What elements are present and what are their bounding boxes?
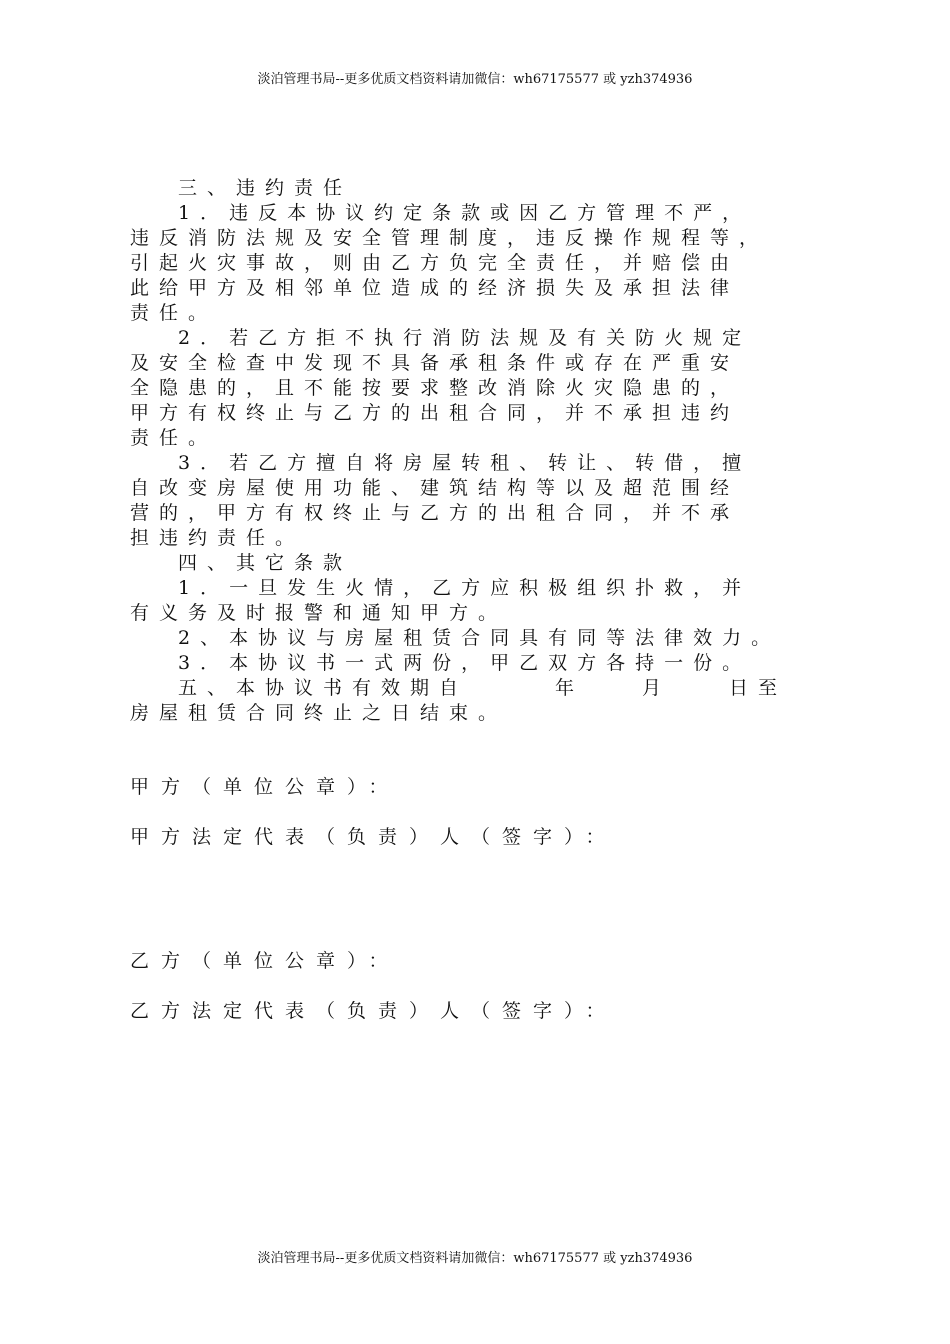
- paragraph-line: 1．违反本协议约定条款或因乙方管理不严，: [178, 202, 752, 224]
- party-b-seal-label: 乙方（单位公章）：: [130, 950, 400, 972]
- paragraph-line: 甲方有权终止与乙方的出租合同，并不承担违约: [130, 402, 740, 424]
- section-heading-other: 四、其它条款: [178, 552, 353, 574]
- party-a-representative-label: 甲方法定代表（负责）人（签字）：: [130, 826, 617, 848]
- paragraph-line: 房屋租赁合同终止之日结束。: [130, 702, 508, 724]
- paragraph-line: 1．一旦发生火情，乙方应积极组织扑救，并: [178, 577, 752, 599]
- paragraph-line: 违反消防法规及安全管理制度，违反操作规程等，: [130, 227, 769, 249]
- paragraph-line: 有义务及时报警和通知甲方。: [130, 602, 508, 624]
- page-footer: 淡泊管理书局--更多优质文档资料请加微信：wh67175577 或 yzh374936: [257, 1251, 693, 1266]
- paragraph-line: 3．若乙方擅自将房屋转租、转让、转借，擅: [178, 452, 752, 474]
- paragraph-line: 2、本协议与房屋租赁合同具有同等法律效力。: [178, 627, 781, 649]
- paragraph-line: 全隐患的，且不能按要求整改消除火灾隐患的，: [130, 377, 740, 399]
- paragraph-line: 及安全检查中发现不具备承租条件或存在严重安: [130, 352, 740, 374]
- paragraph-line: 责任。: [130, 427, 218, 449]
- paragraph-line: 2．若乙方拒不执行消防法规及有关防火规定: [178, 327, 752, 349]
- party-a-seal-label: 甲方（单位公章）：: [130, 776, 400, 798]
- section-heading-breach: 三、违约责任: [178, 177, 353, 199]
- contract-body: [130, 176, 840, 726]
- party-b-representative-label: 乙方法定代表（负责）人（签字）：: [130, 1000, 617, 1022]
- paragraph-line: 此给甲方及相邻单位造成的经济损失及承担法律: [130, 277, 740, 299]
- paragraph-line: 引起火灾事故，则由乙方负完全责任，并赔偿由: [130, 252, 740, 274]
- paragraph-line: 3．本协议书一式两份，甲乙双方各持一份。: [178, 652, 752, 674]
- paragraph-line: 责任。: [130, 302, 218, 324]
- paragraph-line: 自改变房屋使用功能、建筑结构等以及超范围经: [130, 477, 740, 499]
- paragraph-line: 营的，甲方有权终止与乙方的出租合同，并不承: [130, 502, 740, 524]
- page-header: 淡泊管理书局--更多优质文档资料请加微信：wh67175577 或 yzh374936: [257, 72, 693, 87]
- section-heading-validity: 五、本协议书有效期自 年 月 日至: [178, 677, 788, 699]
- paragraph-line: 担违约责任。: [130, 527, 305, 549]
